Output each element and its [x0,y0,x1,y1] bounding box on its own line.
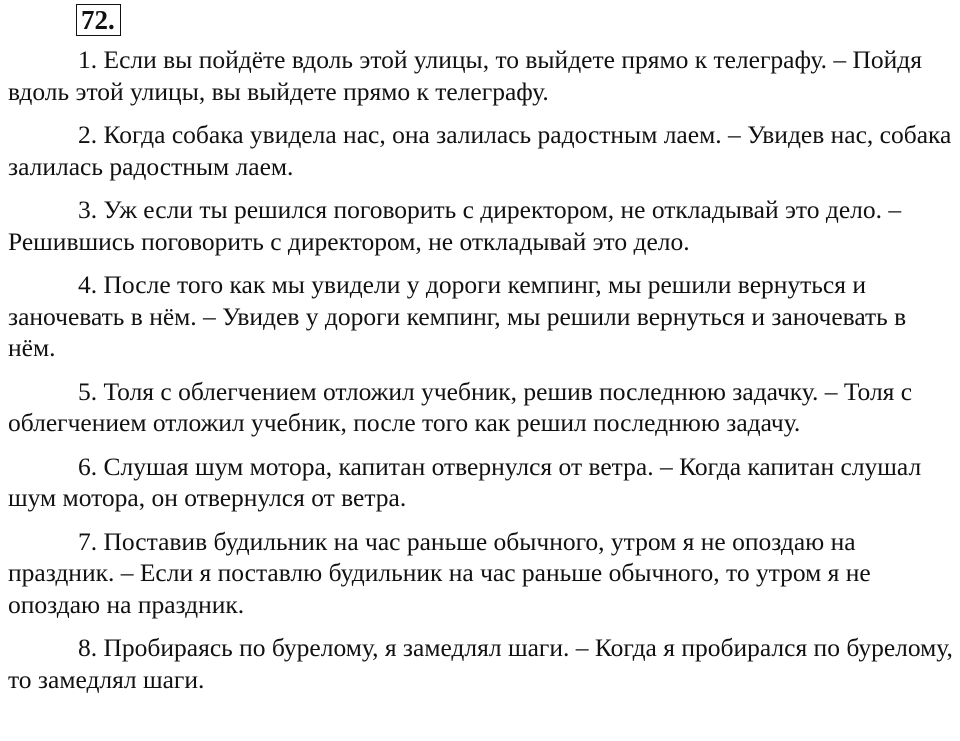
sentence-pair-3: 3. Уж если ты решился поговорить с директором, не откладывай это дело. – Решившись поговорить с директором, не откладывай это дело. [8,195,902,256]
sentence-pair-1: 1. Если вы пойдёте вдоль этой улицы, то выйдете прямо к телеграфу. – Пойдя вдоль этой улицы, вы выйдете прямо к телеграфу. [8,45,922,106]
exercise-page [8,4,953,707]
sentence-pair-4: 4. После того как мы увидели у дороги кемпинг, мы решили вернуться и заночевать в нём. – Увидев у дороги кемпинг, мы решили вернуться и заночевать в нём. [8,270,907,362]
sentence-pair-5: 5. Толя с облегчением отложил учебник, решив последнюю задачку. – Толя с облегчением отложил учебник, после того как решил последнюю задачу. [8,376,913,437]
sentence-pair-7: 7. Поставив будильник на час раньше обычного, утром я не опоздаю на праздник. – Если я поставлю будильник на час раньше обычного, то утром я не опоздаю на праздник. [8,526,871,619]
sentence-pair-2: 2. Когда собака увидела нас, она залилась радостным лаем. – Увидев нас, собака залилась радостным лаем. [8,120,952,181]
sentence-pair-8: 8. Пробираясь по бурелому, я замедлял шаги. – Когда я пробирался по бурелому, то замедлял шаги. [8,633,953,694]
sentence-pair-6: 6. Слушая шум мотора, капитан отвернулся от ветра. – Когда капитан слушал шум мотора, он отвернулся от ветра. [8,451,922,512]
exercise-number: 72. [76,4,121,36]
